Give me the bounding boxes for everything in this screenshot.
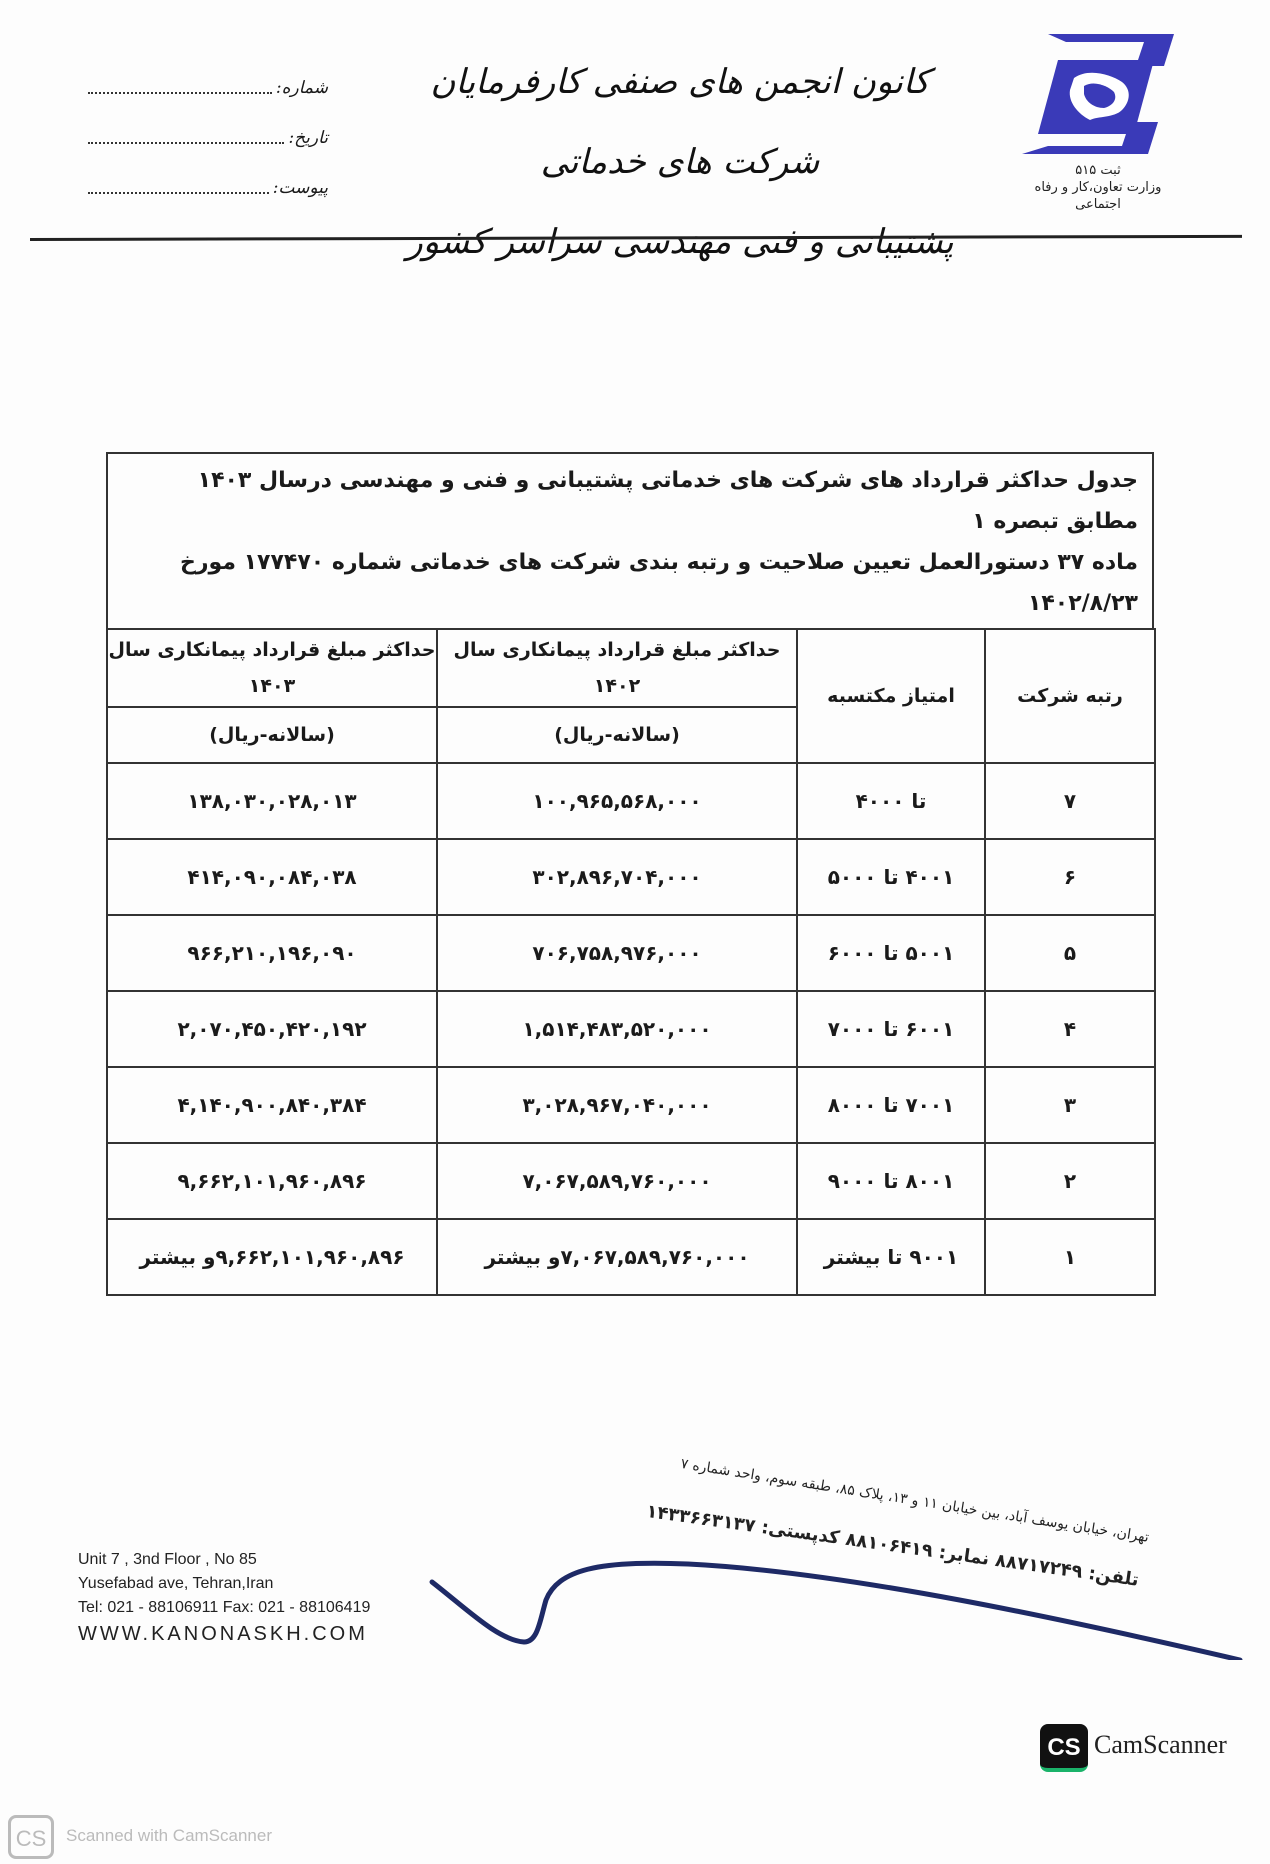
header-max-1403 — [107, 629, 437, 707]
cell-max-1403: ۱۳۸,۰۳۰,۰۲۸,۰۱۳ — [107, 763, 437, 839]
cell-max-1403: ۲,۰۷۰,۴۵۰,۴۲۰,۱۹۲ — [107, 991, 437, 1067]
camscanner-brand: CamScanner — [1094, 1730, 1227, 1759]
cell-score: ۵۰۰۱ تا ۶۰۰۰ — [797, 915, 985, 991]
header-max-1403-year: ۱۴۰۳ — [248, 675, 296, 697]
table-row — [107, 1219, 1155, 1295]
cell-max-1403: ۹۶۶,۲۱۰,۱۹۶,۰۹۰ — [107, 915, 437, 991]
header-unit-1403: (سالانه-ریال) — [107, 707, 437, 763]
header-grade: رتبه شرکت — [985, 629, 1155, 763]
cell-max-1403: ۹,۶۶۲,۱۰۱,۹۶۰,۸۹۶و بیشتر — [107, 1219, 437, 1295]
cell-score: ۴۰۰۱ تا ۵۰۰۰ — [797, 839, 985, 915]
table-row — [107, 915, 1155, 991]
cell-score: ۶۰۰۱ تا ۷۰۰۰ — [797, 991, 985, 1067]
organization-title-line1: کانون انجمن های صنفی کارفرمایان شرکت های خدماتی — [430, 62, 930, 182]
footer-curve-decoration — [428, 1530, 1244, 1660]
cell-grade: ۴ — [985, 991, 1155, 1067]
cell-score: ۸۰۰۱ تا ۹۰۰۰ — [797, 1143, 985, 1219]
cell-max-1402: ۷۰۶,۷۵۸,۹۷۶,۰۰۰ — [437, 915, 797, 991]
table-caption-line1: جدول حداکثر قرارداد های شرکت های خدماتی پشتیبانی و فنی و مهندسی درسال ۱۴۰۳ مطابق تبصره ۱ — [197, 468, 1138, 534]
cell-grade: ۷ — [985, 763, 1155, 839]
table-row — [107, 1143, 1155, 1219]
meta-attachment — [88, 174, 328, 198]
camscanner-watermark: Scanned with CamScanner — [66, 1826, 273, 1845]
organization-logo — [1018, 30, 1178, 158]
footer-address-line3: Tel: 021 - 88106911 Fax: 021 - 88106419 — [78, 1599, 371, 1616]
table-grid — [106, 628, 1156, 1296]
cell-max-1402: ۷,۰۶۷,۵۸۹,۷۶۰,۰۰۰و بیشتر — [437, 1219, 797, 1295]
registration-number: ثبت ۵۱۵ — [1075, 163, 1121, 178]
table-caption — [106, 452, 1154, 628]
cell-grade: ۵ — [985, 915, 1155, 991]
organization-title — [390, 42, 970, 282]
cell-max-1403: ۴,۱۴۰,۹۰۰,۸۴۰,۳۸۴ — [107, 1067, 437, 1143]
cell-max-1402: ۳,۰۲۸,۹۶۷,۰۴۰,۰۰۰ — [437, 1067, 797, 1143]
header-score: امتیاز مکتسبه — [797, 629, 985, 763]
footer-address-en — [78, 1548, 438, 1646]
header-max-1402 — [437, 629, 797, 707]
cell-grade: ۶ — [985, 839, 1155, 915]
table-row — [107, 991, 1155, 1067]
cell-score: ۷۰۰۱ تا ۸۰۰۰ — [797, 1067, 985, 1143]
table-caption-line2: ماده ۳۷ دستورالعمل تعیین صلاحیت و رتبه بندی شرکت های خدماتی شماره ۱۷۷۴۷۰ مورخ ۱۴۰۲/۸/۲۳ — [180, 550, 1138, 616]
footer-website: WWW.KANONASKH.COM — [78, 1623, 368, 1645]
meta-attachment-line — [88, 180, 269, 194]
header-max-1402-year: ۱۴۰۲ — [593, 675, 641, 697]
cell-max-1403: ۹,۶۶۲,۱۰۱,۹۶۰,۸۹۶ — [107, 1143, 437, 1219]
cell-max-1402: ۱,۵۱۴,۴۸۳,۵۲۰,۰۰۰ — [437, 991, 797, 1067]
cell-score: تا ۴۰۰۰ — [797, 763, 985, 839]
organization-title-line2: پشتیبانی و فنی مهندسی سراسر کشور — [406, 222, 954, 262]
header-max-1402-title: حداکثر مبلغ قرارداد پیمانکاری سال — [453, 639, 781, 661]
meta-date-line — [88, 130, 284, 144]
footer-phones-fa: تلفن: ۸۸۷۱۷۲۴۹ نمابر: ۸۸۱۰۶۴۱۹ کدپستی: ۱۴۳۳۶۶۳۱۳۷ — [645, 1500, 1140, 1591]
cell-grade: ۳ — [985, 1067, 1155, 1143]
ministry-name: وزارت تعاون،کار و رفاه اجتماعی — [1034, 180, 1162, 212]
camscanner-logo-icon: CS — [1040, 1724, 1088, 1772]
cell-grade: ۱ — [985, 1219, 1155, 1295]
meta-date-label: تاریخ: — [288, 128, 328, 148]
cell-max-1403: ۴۱۴,۰۹۰,۰۸۴,۰۳۸ — [107, 839, 437, 915]
table-row — [107, 1067, 1155, 1143]
cell-max-1402: ۳۰۲,۸۹۶,۷۰۴,۰۰۰ — [437, 839, 797, 915]
header-unit-1402: (سالانه-ریال) — [437, 707, 797, 763]
footer-address-fa: تهران، خیابان یوسف آباد، بین خیابان ۱۱ و ۱۳، پلاک ۸۵، طبقه سوم، واحد شماره ۷ — [679, 1455, 1150, 1546]
meta-date — [88, 124, 328, 148]
registration-info — [1010, 162, 1186, 213]
camscanner-watermark-icon: CS — [8, 1815, 54, 1859]
contract-limits-table — [106, 452, 1154, 1296]
cell-score: ۹۰۰۱ تا بیشتر — [797, 1219, 985, 1295]
footer-address-line1: Unit 7 , 3nd Floor , No 85 — [78, 1551, 257, 1568]
cell-grade: ۲ — [985, 1143, 1155, 1219]
meta-attachment-label: پیوست: — [272, 178, 328, 198]
cell-max-1402: ۱۰۰,۹۶۵,۵۶۸,۰۰۰ — [437, 763, 797, 839]
footer-address-line2: Yusefabad ave, Tehran,Iran — [78, 1575, 274, 1592]
meta-number — [88, 74, 328, 98]
table-row — [107, 839, 1155, 915]
header-max-1403-title: حداکثر مبلغ قرارداد پیمانکاری سال — [108, 639, 436, 661]
table-row — [107, 763, 1155, 839]
meta-number-line — [88, 80, 272, 94]
meta-number-label: شماره: — [275, 78, 328, 98]
cell-max-1402: ۷,۰۶۷,۵۸۹,۷۶۰,۰۰۰ — [437, 1143, 797, 1219]
